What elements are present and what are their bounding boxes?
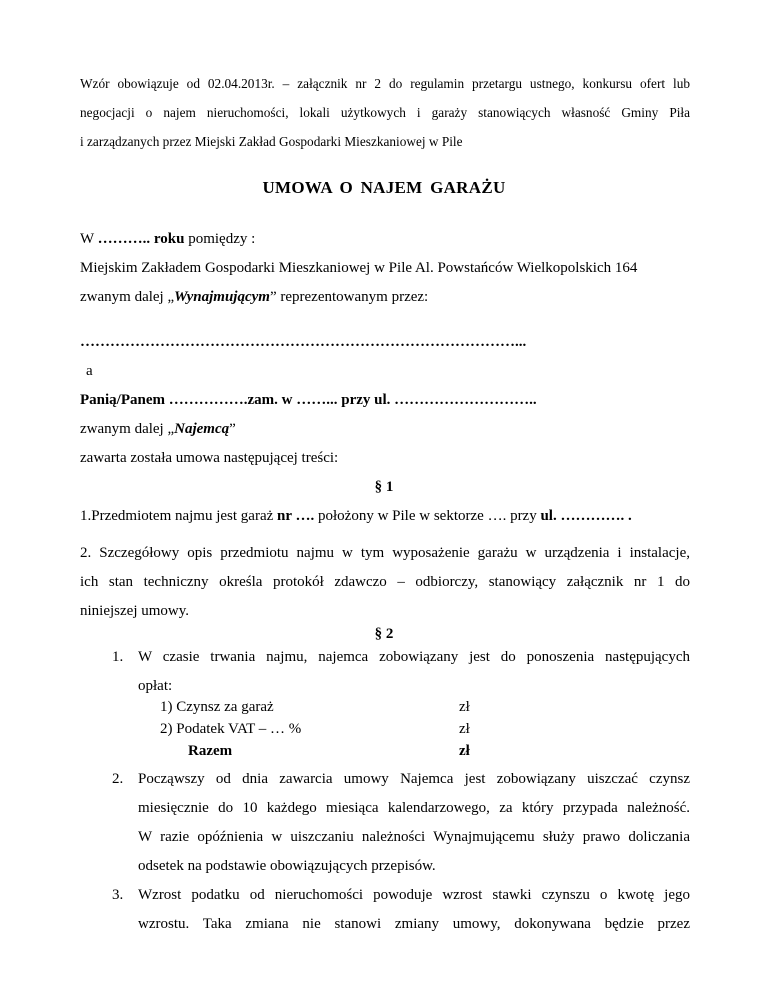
tenant-called-line: zwanym dalej „Najemcą” (80, 421, 236, 437)
concluded-line: zawarta została umowa następującej treści: (80, 450, 339, 466)
tenant-term: Najemcą (174, 421, 230, 437)
fee-row-label: 2) Podatek VAT – … % (160, 721, 302, 737)
fee-row-unit: zł (459, 699, 470, 715)
landlord-term: Wynajmującym (174, 289, 270, 305)
tenant-party: Panią/Panem …………….zam. w ……... przy ul. ……………………….. (80, 392, 537, 408)
date-blank: ……….. roku (97, 231, 185, 247)
fee-row-unit: zł (459, 721, 470, 737)
document-header-note (80, 69, 690, 156)
s1-paragraph-2: 2. Szczegółowy opis przedmiotu najmu w tym wyposażenie garażu w urządzenia i instalacje, ich stan techniczny określa protokół zdawczo – odbiorczy, stanowiący załącznik nr 1 do niniejszej umowy. (80, 545, 690, 619)
fee-total-label: Razem (188, 743, 233, 759)
section-1-heading: § 1 (374, 479, 394, 495)
header-line: Wzór obowiązuje od 02.04.2013r. – załącznik nr 2 do regulamin przetargu ustnego, konkursu ofert lub (80, 76, 690, 91)
landlord-party: Miejskim Zakładem Gospodarki Mieszkaniowej w Pile Al. Powstańców Wielkopolskich 164 (80, 260, 638, 276)
s1-paragraph-1: 1.Przedmiotem najmu jest garaż nr …. położony w Pile w sektorze …. przy ul. …………. . (80, 508, 632, 524)
landlord-called-line: zwanym dalej „Wynajmującym” reprezentowanym przez: (80, 289, 429, 305)
s2-item-3: 3. Wzrost podatku od nieruchomości powoduje wzrost stawki czynszu o kwotę jego wzrostu. Taka zmiana nie stanowi zmiany umowy, dokonywana będzie przez (112, 887, 690, 932)
fee-total-unit: zł (459, 743, 470, 759)
s2-item-2: 2. Począwszy od dnia zawarcia umowy Najemca jest zobowiązany uiszczać czynsz miesięcznie do 10 każdego miesiąca kalendarzowego, za który przypada należność. W razie opóźnienia w uiszczaniu należności Wynajmującemu służy prawo doliczania odsetek na podstawie obowiązujących przepisów. (112, 771, 690, 874)
intro-date-line: W ……….. roku pomiędzy : (80, 231, 256, 247)
header-line: i zarządzanych przez Miejski Zakład Gospodarki Mieszkaniowej w Pile (80, 134, 463, 149)
s2-item-1: 1. W czasie trwania najmu, najemca zobowiązany jest do ponoszenia następujących opłat: (112, 649, 690, 694)
fee-row-label: 1) Czynsz za garaż (160, 699, 274, 715)
section-2-heading: § 2 (374, 626, 394, 642)
representative-blank: ……………………………………………………………………………... (80, 334, 527, 350)
document-title: UMOWA O NAJEM GARAŻU (262, 178, 506, 197)
conjunction-and: a (86, 363, 93, 379)
header-line: negocjacji o najem nieruchomości, lokali użytkowych i garaży stanowiących własność Gminy Piła (80, 105, 690, 120)
